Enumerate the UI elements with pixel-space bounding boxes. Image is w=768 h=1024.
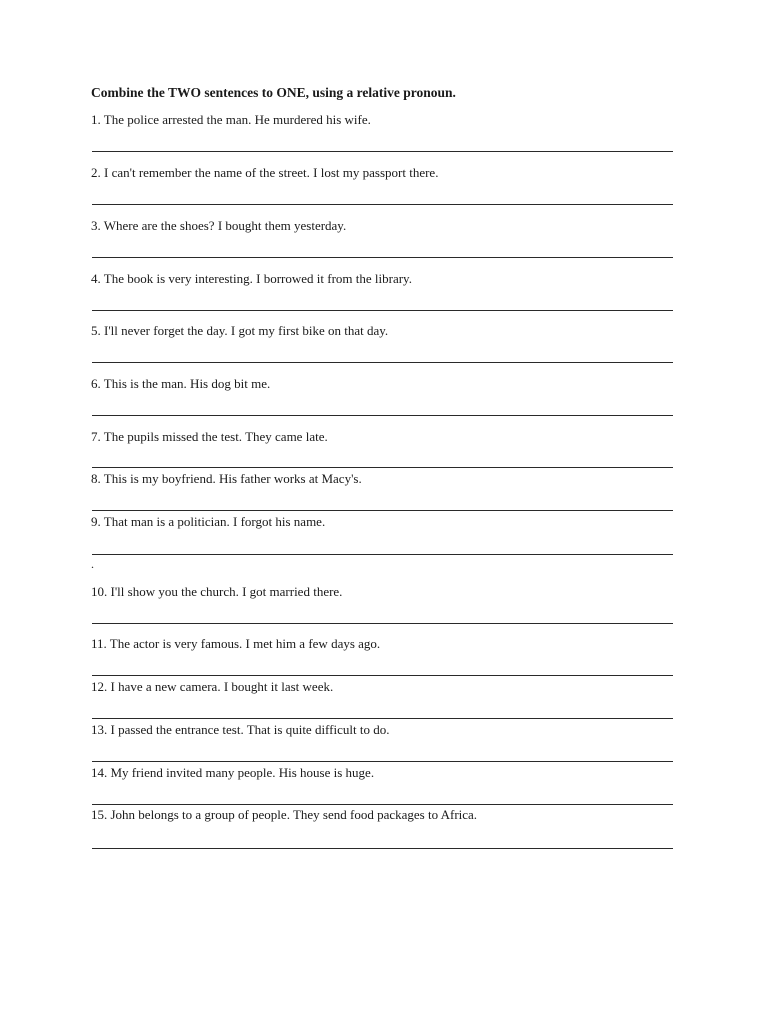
answer-line-14[interactable] xyxy=(92,804,673,805)
answer-line-3[interactable] xyxy=(92,257,673,258)
question-10: 10. I'll show you the church. I got married there. xyxy=(91,584,343,599)
question-8: 8. This is my boyfriend. His father works at Macy's. xyxy=(91,471,362,486)
question-9: 9. That man is a politician. I forgot his name. xyxy=(91,514,326,529)
answer-line-10[interactable] xyxy=(92,623,673,624)
answer-line-2[interactable] xyxy=(92,204,673,205)
question-2: 2. I can't remember the name of the street. I lost my passport there. xyxy=(91,165,439,180)
answer-line-4[interactable] xyxy=(92,310,673,311)
answer-line-9[interactable] xyxy=(92,554,673,555)
stray-period: . xyxy=(91,557,94,571)
answer-line-15[interactable] xyxy=(92,848,673,849)
question-3: 3. Where are the shoes? I bought them yesterday. xyxy=(91,218,347,233)
answer-line-11[interactable] xyxy=(92,675,673,676)
question-14: 14. My friend invited many people. His house is huge. xyxy=(91,765,375,780)
answer-line-6[interactable] xyxy=(92,415,673,416)
answer-line-8[interactable] xyxy=(92,510,673,511)
question-15: 15. John belongs to a group of people. They send food packages to Africa. xyxy=(91,807,478,822)
question-4: 4. The book is very interesting. I borrowed it from the library. xyxy=(91,271,412,286)
answer-line-5[interactable] xyxy=(92,362,673,363)
answer-line-1[interactable] xyxy=(92,151,673,152)
question-7: 7. The pupils missed the test. They came late. xyxy=(91,429,328,444)
answer-line-13[interactable] xyxy=(92,761,673,762)
answer-line-12[interactable] xyxy=(92,718,673,719)
question-1: 1. The police arrested the man. He murdered his wife. xyxy=(91,112,371,127)
worksheet-instruction: Combine the TWO sentences to ONE, using a relative pronoun. xyxy=(91,85,456,100)
question-13: 13. I passed the entrance test. That is quite difficult to do. xyxy=(91,722,390,737)
question-6: 6. This is the man. His dog bit me. xyxy=(91,376,271,391)
answer-line-7[interactable] xyxy=(92,467,673,468)
question-12: 12. I have a new camera. I bought it last week. xyxy=(91,679,334,694)
question-11: 11. The actor is very famous. I met him a few days ago. xyxy=(91,636,381,651)
question-5: 5. I'll never forget the day. I got my first bike on that day. xyxy=(91,323,389,338)
